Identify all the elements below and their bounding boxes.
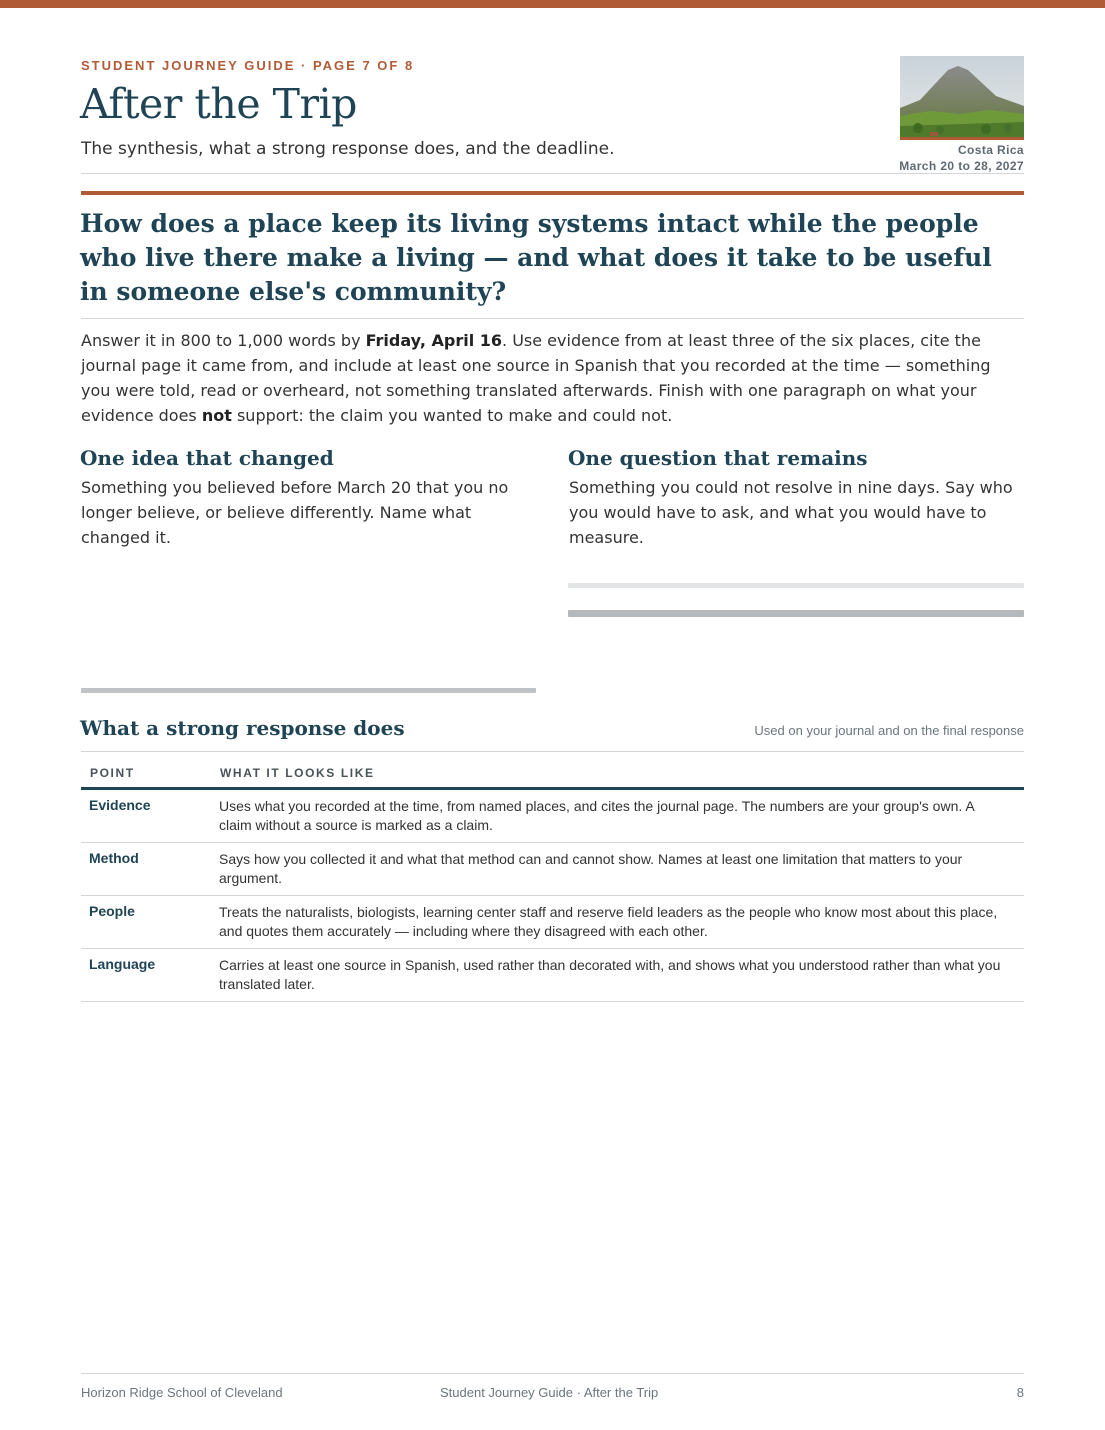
prompt-body-question: Something you could not resolve in nine days. Say who you would have to ask, and what you would have to measure. [569,478,1013,547]
volcano-landscape-photo [900,56,1024,140]
column-header-point: POINT [90,766,135,780]
page-subtitle: The synthesis, what a strong response does, and the deadline. [81,139,615,159]
question-divider [81,318,1024,319]
rubric-description: Uses what you recorded at the time, from named places, and cites the journal page. The numbers are your group's own. A claim without a source is marked as a claim. [219,798,974,833]
photo-caption-place: Costa Rica [957,143,1024,157]
page-title: After the Trip [80,80,357,128]
writing-line[interactable] [568,610,1024,617]
footer-page-number: 8 [1016,1385,1024,1400]
photo-caption-dates: March 20 to 28, 2027 [899,159,1024,173]
rubric-description: Says how you collected it and what that method can and cannot show. Names at least one limitation that matters to your argument. [219,851,963,886]
rubric-point: Evidence [89,797,151,813]
table-row [81,790,1024,843]
prompt-body-idea: Something you believed before March 20 that you no longer believe, or believe differently. Name what changed it. [81,478,509,547]
table-row [81,949,1024,1002]
footer-document-title: Student Journey Guide · After the Trip [440,1385,659,1400]
top-accent-bar [0,0,1105,8]
rubric-header-row [81,760,1024,790]
emphasis-not: not [201,406,232,425]
header-divider [81,173,1024,174]
rubric-description: Treats the naturalists, biologists, learning center staff and reserve field leaders as the people who know most about this place, and quotes them accurately — including where they disagreed with each other. [219,904,998,939]
rubric-table [81,760,1024,1002]
footer-divider [81,1373,1024,1374]
rubric-note: Used on your journal and on the final response [754,723,1024,738]
table-row [81,896,1024,949]
response-instructions: Answer it in 800 to 1,000 words by Friday, April 16. Use evidence from at least three of the six places, cite the journal page it came from, and include at least one source in Spanish that you recorded at the time — something you were told, read or overheard, not something translated afterwards. Finish with one paragraph on what your evidence does not support: the claim you wanted to make and could not. [81,331,991,425]
prompt-heading-question: One question that remains [568,446,868,470]
rubric-point: Language [89,956,156,972]
column-header-looks-like: WHAT IT LOOKS LIKE [220,766,375,780]
eyebrow-label: STUDENT JOURNEY GUIDE · PAGE 7 OF 8 [81,58,415,73]
rubric-divider [81,751,1024,752]
writing-line[interactable] [81,688,536,693]
rubric-point: People [89,903,135,919]
table-row [81,843,1024,896]
section-accent-rule [81,191,1024,195]
rubric-heading: What a strong response does [80,716,405,740]
rubric-description: Carries at least one source in Spanish, used rather than decorated with, and shows what you understood rather than what you translated later. [219,957,1001,992]
prompt-heading-idea: One idea that changed [80,446,334,470]
writing-line[interactable] [568,583,1024,588]
rubric-point: Method [89,850,139,866]
footer-school: Horizon Ridge School of Cleveland [81,1385,283,1400]
deadline: Friday, April 16 [365,331,503,350]
synthesis-question: How does a place keep its living systems intact while the people who live there make a living — and what does it take to be useful in someone else's community? [80,209,992,306]
